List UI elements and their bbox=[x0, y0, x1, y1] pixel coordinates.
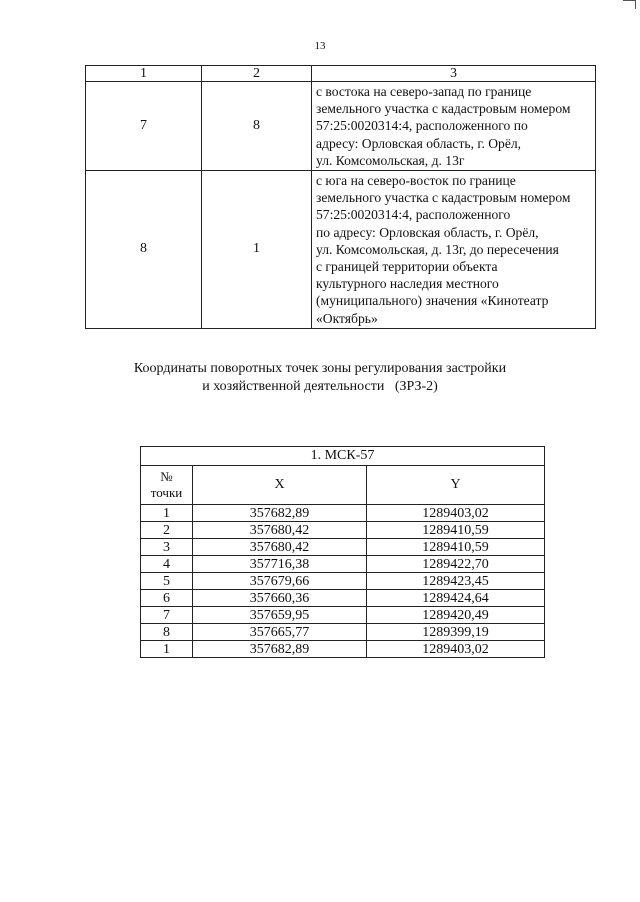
table-row bbox=[141, 590, 545, 607]
page-number: 13 bbox=[314, 40, 326, 52]
header-cell-3: 3 bbox=[312, 66, 596, 82]
boundary-description-cell bbox=[312, 171, 596, 329]
x-coordinate-cell: 357680,42 bbox=[193, 539, 367, 556]
y-column-header: Y bbox=[367, 466, 545, 505]
header-cell-2: 2 bbox=[202, 66, 312, 82]
description-line: 57:25:0020314:4, расположенного bbox=[316, 207, 511, 223]
section-title-line-1: Координаты поворотных точек зоны регулирования застройки bbox=[133, 361, 507, 376]
column-header-row bbox=[141, 466, 545, 505]
point-number-cell: 6 bbox=[141, 590, 193, 607]
boundary-description-table bbox=[85, 65, 596, 329]
point-number-cell: 2 bbox=[141, 522, 193, 539]
description-line: ул. Комсомольская, д. 13г bbox=[316, 152, 465, 168]
description-line: с границей территории объекта bbox=[316, 259, 498, 275]
coordinate-system-cell: 1. МСК-57 bbox=[141, 447, 545, 466]
table-row bbox=[86, 82, 596, 171]
table-row bbox=[86, 171, 596, 329]
x-coordinate-cell: 357660,36 bbox=[193, 590, 367, 607]
description-line: с юга на северо-восток по границе bbox=[316, 173, 516, 189]
scan-corner-mark bbox=[623, 0, 636, 9]
point-number-cell: 1 bbox=[141, 641, 193, 658]
header-cell-1: 1 bbox=[86, 66, 202, 82]
y-coordinate-cell: 1289399,19 bbox=[367, 624, 545, 641]
table-row bbox=[141, 641, 545, 658]
description-line: 57:25:0020314:4, расположенного по bbox=[316, 118, 528, 134]
to-point-cell: 8 bbox=[202, 82, 312, 171]
y-coordinate-cell: 1289422,70 bbox=[367, 556, 545, 573]
table-row bbox=[141, 624, 545, 641]
table-row bbox=[141, 607, 545, 624]
description-line: культурного наследия местного bbox=[316, 276, 499, 292]
description-line: «Октябрь» bbox=[316, 310, 378, 326]
table-header-row bbox=[86, 66, 596, 82]
y-coordinate-cell: 1289424,64 bbox=[367, 590, 545, 607]
y-coordinate-cell: 1289403,02 bbox=[367, 641, 545, 658]
section-title-line-2: и хозяйственной деятельности (ЗРЗ-2) bbox=[202, 379, 438, 394]
coordinates-table bbox=[140, 446, 545, 658]
table-row bbox=[141, 522, 545, 539]
point-number-header-line2: точки bbox=[150, 485, 183, 500]
x-column-header: X bbox=[193, 466, 367, 505]
section-title bbox=[0, 360, 640, 396]
table-row bbox=[141, 539, 545, 556]
description-line: земельного участка с кадастровым номером bbox=[316, 190, 571, 206]
table-row bbox=[141, 573, 545, 590]
point-number-cell: 1 bbox=[141, 505, 193, 522]
x-coordinate-cell: 357682,89 bbox=[193, 641, 367, 658]
y-coordinate-cell: 1289410,59 bbox=[367, 539, 545, 556]
x-coordinate-cell: 357679,66 bbox=[193, 573, 367, 590]
x-coordinate-cell: 357665,77 bbox=[193, 624, 367, 641]
description-line: с востока на северо-запад по границе bbox=[316, 84, 532, 99]
table-row bbox=[141, 505, 545, 522]
description-line: земельного участка с кадастровым номером bbox=[316, 101, 571, 117]
x-coordinate-cell: 357659,95 bbox=[193, 607, 367, 624]
point-number-cell: 7 bbox=[141, 607, 193, 624]
y-coordinate-cell: 1289420,49 bbox=[367, 607, 545, 624]
coordinates-rows bbox=[141, 505, 545, 658]
to-point-cell: 1 bbox=[202, 171, 312, 329]
x-coordinate-cell: 357716,38 bbox=[193, 556, 367, 573]
y-coordinate-cell: 1289403,02 bbox=[367, 505, 545, 522]
description-line: по адресу: Орловская область, г. Орёл, bbox=[316, 224, 539, 240]
from-point-cell: 8 bbox=[86, 171, 202, 329]
point-number-cell: 3 bbox=[141, 539, 193, 556]
description-line: ул. Комсомольская, д. 13г, до пересечения bbox=[316, 241, 559, 257]
y-coordinate-cell: 1289410,59 bbox=[367, 522, 545, 539]
x-coordinate-cell: 357680,42 bbox=[193, 522, 367, 539]
description-line: адресу: Орловская область, г. Орёл, bbox=[316, 135, 522, 151]
from-point-cell: 7 bbox=[86, 82, 202, 171]
x-coordinate-cell: 357682,89 bbox=[193, 505, 367, 522]
point-number-cell: 5 bbox=[141, 573, 193, 590]
point-number-header-line1: № bbox=[160, 469, 173, 484]
point-number-cell: 4 bbox=[141, 556, 193, 573]
boundary-description-cell bbox=[312, 82, 596, 171]
y-coordinate-cell: 1289423,45 bbox=[367, 573, 545, 590]
table-row bbox=[141, 556, 545, 573]
point-number-header bbox=[141, 466, 193, 505]
coordinate-system-row bbox=[141, 447, 545, 466]
point-number-cell: 8 bbox=[141, 624, 193, 641]
description-line: (муниципального) значения «Кинотеатр bbox=[316, 293, 549, 309]
